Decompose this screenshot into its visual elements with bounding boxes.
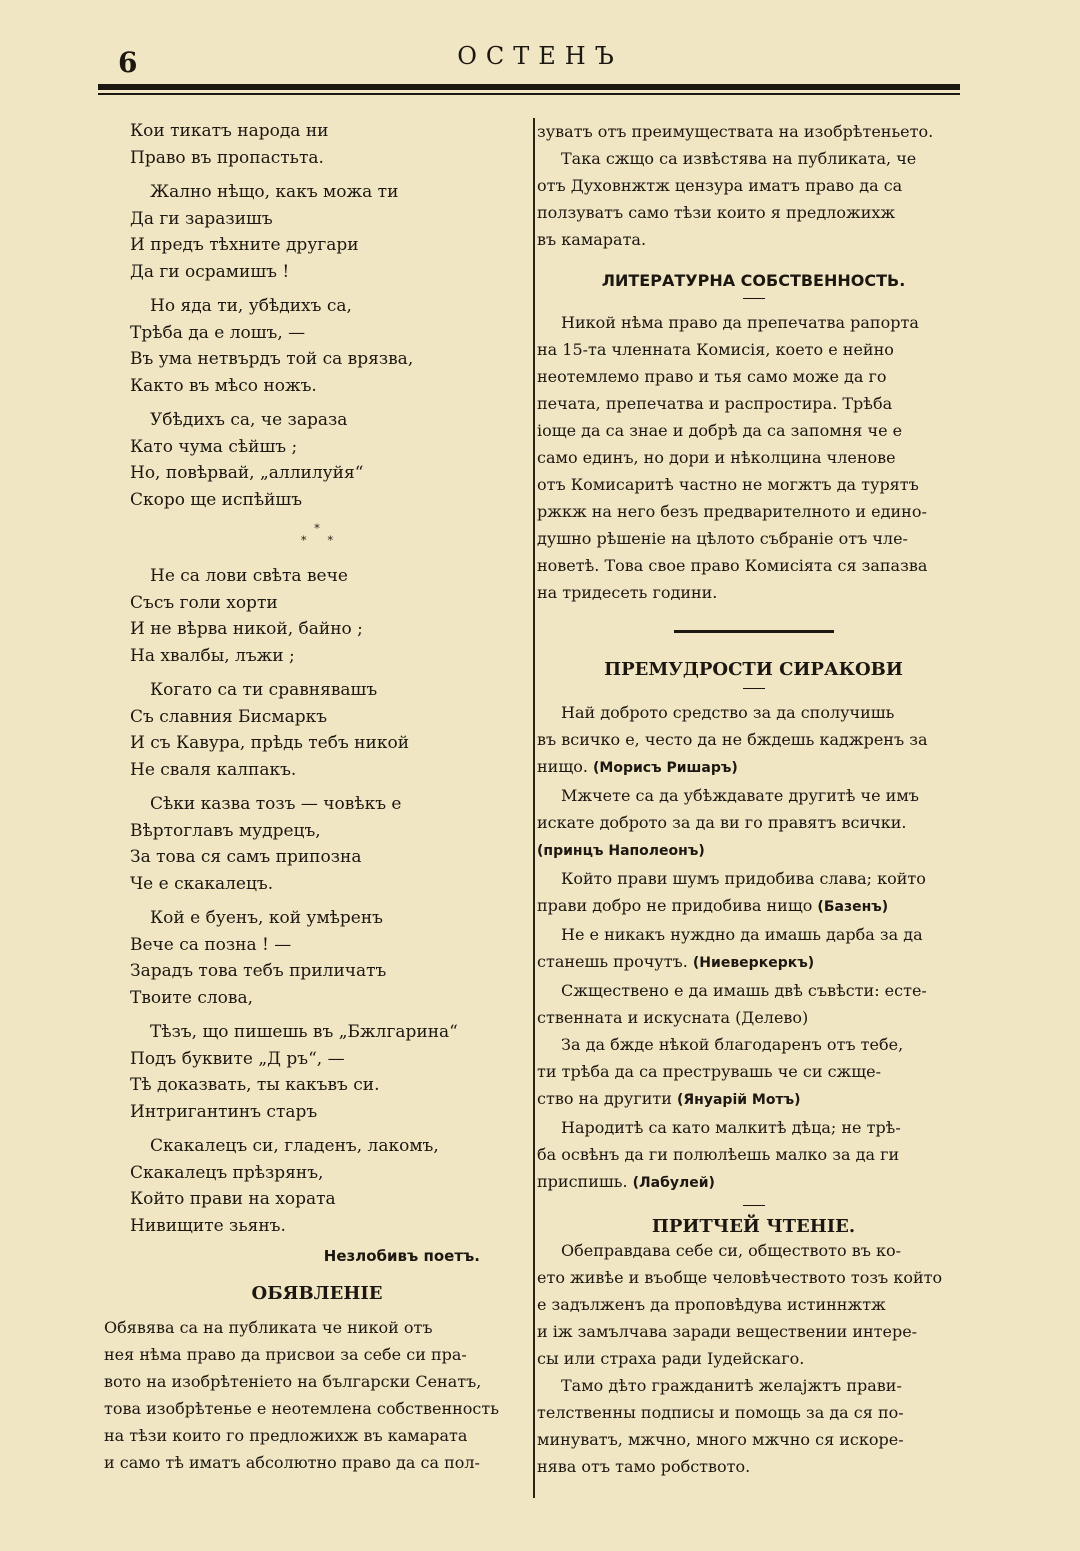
poem-line: Кой е буенъ, кой умѣренъ xyxy=(150,908,384,928)
maxim-author: (Морисъ Ришаръ) xyxy=(593,760,738,776)
literary-line: Никой нѣма право да препечатва рапорта xyxy=(561,313,919,332)
maxim-line: искате доброто за да ви го правятъ всички. xyxy=(537,813,907,832)
poem-line: Съ славния Бисмаркъ xyxy=(130,706,328,727)
masthead-title: ОСТЕНЪ xyxy=(457,42,623,70)
literary-line: само единъ, но дори и нѣколцина членове xyxy=(537,448,896,467)
maxim-line: нищо. xyxy=(537,757,588,776)
maxim-line: ба освѣнъ да ги полюлѣешь малко за да ги xyxy=(537,1145,900,1164)
dash-divider xyxy=(743,1205,765,1206)
column-divider xyxy=(533,118,535,1498)
maxim-line: Най доброто средство за да сполучишь xyxy=(561,703,895,722)
poem-line: Тѣзъ, що пишешь въ „Бжлгарина“ xyxy=(150,1022,458,1042)
poem-line: Не сваля калпакъ. xyxy=(130,759,297,780)
poem-line: Скакалецъ прѣзрянъ, xyxy=(130,1162,324,1183)
header-rule-thin xyxy=(98,93,960,95)
poem-line: Който прави на хората xyxy=(130,1189,336,1209)
poem-line: Когато са ти сравнявашъ xyxy=(150,680,378,700)
literary-line: ржкж на него безъ предварителното и едино- xyxy=(537,502,927,521)
poem-line: Но яда ти, убѣдихъ са, xyxy=(150,296,352,316)
asterism xyxy=(104,523,530,547)
maxim-item xyxy=(537,699,970,782)
announcement-line: вото на изобрѣтенiето на български Сенатъ, xyxy=(104,1372,482,1391)
announcement-line: ползуватъ само тѣзи които я предложихж xyxy=(537,203,896,222)
maxim-line: ство на другити xyxy=(537,1089,672,1108)
poem-signature: Незлобивъ поетъ. xyxy=(323,1247,480,1265)
maxim-item xyxy=(537,782,970,865)
poem-line: Жално нѣщо, какъ можа ти xyxy=(150,182,399,202)
poem-stanza xyxy=(104,905,530,1011)
reading-line: Тамо дѣто гражданитѣ желаjжтъ прави- xyxy=(561,1376,902,1395)
poem-line: Кои тикатъ народа ни xyxy=(130,121,329,141)
literary-line: iоще да са знае и добрѣ да са запомня че е xyxy=(537,421,903,440)
literary-title: ЛИТЕРАТУРНА СОБСТВЕННОСТЬ. xyxy=(601,271,906,290)
page-number: 6 xyxy=(118,46,138,79)
reading-line: минуватъ, мжчно, много мжчно ся искоре- xyxy=(537,1430,904,1449)
reading-title: ПРИТЧЕЙ ЧТЕНIЕ. xyxy=(651,1216,856,1237)
announcement-line: на тѣзи които го предложихж въ камарата xyxy=(104,1426,468,1445)
poem-line: Нивищите зьянъ. xyxy=(130,1215,286,1236)
maxim-line: Не е никакъ нуждно да имашь дарба за да xyxy=(561,925,923,944)
maxim-line: въ всичко е, често да не бждешь каджренъ за xyxy=(537,730,928,749)
maxim-author: (Базенъ) xyxy=(817,899,889,915)
announcement-line: Обявява са на публиката че никой отъ xyxy=(104,1318,433,1337)
dash-divider xyxy=(743,688,765,689)
maxim-author: (Лабулей) xyxy=(632,1175,715,1191)
poem-line: И предъ тѣхните другари xyxy=(130,235,359,255)
poem-line: Но, повѣрвай, „аллилуйя“ xyxy=(130,463,364,483)
poem-line: Скакалецъ си, гладенъ, лакомъ, xyxy=(150,1136,439,1156)
announcement-line: отъ Духовнжтж цензура иматъ право да са xyxy=(537,176,903,195)
maxim-item xyxy=(537,1114,970,1197)
poem-line: Право въ пропастьта. xyxy=(130,147,324,168)
asterism-mark: * xyxy=(327,534,333,547)
poem-line: Убѣдихъ са, че зараза xyxy=(150,410,348,430)
reading-line: Обеправдава себе си, обществото въ ко- xyxy=(561,1241,902,1260)
poem-stanza xyxy=(104,118,530,171)
poem-line: Вѣртоглавъ мудрецъ, xyxy=(130,820,321,841)
poem-line: Зарадъ това тебъ приличатъ xyxy=(130,961,387,981)
maxim-item xyxy=(537,1031,970,1114)
announcement-line: Така сжщо са извѣстява на публиката, че xyxy=(561,149,917,168)
literary-line: душно рѣшенiе на цѣлото събранiе отъ чле- xyxy=(537,529,908,548)
maxim-author: (Ниеверкеркъ) xyxy=(692,955,815,971)
announcement-continuation: зуватъ отъ преимуществата на изобрѣтеньето. xyxy=(537,122,934,141)
announcement-line: нея нѣма право да присвои за себе си пра- xyxy=(104,1345,467,1364)
maxim-item xyxy=(537,921,970,977)
poem-line: Тѣ доказвать, ты какъвъ си. xyxy=(130,1075,380,1095)
maxim-item xyxy=(537,865,970,921)
reading-line: и iж замълчава заради веществении интере- xyxy=(537,1322,918,1341)
poem-stanza xyxy=(104,293,530,399)
announcement-title: ОБЯВЛЕНIЕ xyxy=(251,1283,383,1304)
poem-stanza xyxy=(104,791,530,897)
poem-line: Не са лови свѣта вече xyxy=(150,566,348,586)
poem-stanza xyxy=(104,677,530,783)
poem-line: Трѣба да е лошъ, — xyxy=(130,322,306,343)
poem-line: За това ся самъ припозна xyxy=(130,847,362,867)
literary-line: печата, препечатва и распростира. Трѣба xyxy=(537,394,893,413)
poem-line: И съ Кавура, прѣдь тебъ никой xyxy=(130,733,410,753)
asterism-mark-pair xyxy=(104,535,530,547)
literary-line: неотемлемо право и тья само може да го xyxy=(537,367,887,386)
poem-line: Интригантинъ старъ xyxy=(130,1101,318,1122)
literary-line: на 15-та членната Комисiя, което е нейно xyxy=(537,340,894,359)
left-column xyxy=(104,118,530,1476)
poem-line: Съсъ голи хорти xyxy=(130,592,278,613)
poem-line: Да ги заразишъ xyxy=(130,208,273,229)
maxim-line: Който прави шумъ придобива слава; който xyxy=(561,869,926,888)
poem-stanza xyxy=(104,179,530,285)
maxim-line: ти трѣба да са преструвашь че си сжще- xyxy=(537,1062,881,1081)
maxims-title: ПРЕМУДРОСТИ СИРАКОВИ xyxy=(604,659,903,680)
poem-stanza xyxy=(104,407,530,513)
maxim-line: прави добро не придобива нищо xyxy=(537,896,813,915)
literary-line: на тридесеть години. xyxy=(537,583,718,602)
announcement-line: това изобрѣтенье е неотемлена собственность xyxy=(104,1399,499,1418)
poem-line: Вече са позна ! — xyxy=(130,934,292,955)
poem-line: Както въ мѣсо ножъ. xyxy=(130,375,317,396)
maxim-item xyxy=(537,977,970,1031)
poem-line: Твоите слова, xyxy=(130,987,254,1008)
literary-line: новетѣ. Това свое право Комисiята ся запазва xyxy=(537,556,928,575)
reading-line: ето живѣе и въобще человѣчеството тозъ който xyxy=(537,1268,943,1287)
maxim-author: (принцъ Наполеонъ) xyxy=(537,843,705,859)
literary-line: отъ Комисаритѣ частно не могжтъ да турятъ xyxy=(537,475,919,494)
maxim-line: За да бжде нѣкой благодаренъ отъ тебе, xyxy=(561,1035,904,1054)
announcement-line: въ камарата. xyxy=(537,230,647,249)
poem-line: Въ ума нетвърдъ той са врязва, xyxy=(130,349,414,369)
poem-line: Да ги осрамишъ ! xyxy=(130,261,290,282)
maxim-line: станешь прочутъ. xyxy=(537,952,688,971)
poem-line: И не вѣрва никой, байно ; xyxy=(130,619,363,639)
poem-line: Подъ буквите „Д ръ“, — xyxy=(130,1048,345,1069)
maxim-line: Мжчете са да убѣждавате другитѣ че имъ xyxy=(561,786,919,805)
maxim-line: приспишь. xyxy=(537,1172,628,1191)
maxim-author: (Януарiй Мотъ) xyxy=(677,1092,801,1108)
poem-line: Сѣки казва тозъ — човѣкъ е xyxy=(150,794,402,814)
header-rule xyxy=(98,84,960,90)
reading-line: е задълженъ да проповѣдува истиннжтж xyxy=(537,1295,886,1314)
poem-stanza xyxy=(104,1133,530,1239)
right-column xyxy=(537,118,970,1480)
reading-line: сы или страха ради Iудейскаго. xyxy=(537,1349,805,1368)
maxim-line: Сжществено е да имашь двѣ съвѣсти: есте- xyxy=(561,981,927,1000)
poem-stanza xyxy=(104,563,530,669)
reading-line: нява отъ тамо робството. xyxy=(537,1457,751,1476)
poem-line: Скоро ще испѣйшъ xyxy=(130,489,303,510)
asterism-mark: * xyxy=(301,534,307,547)
announcement-line: и само тѣ иматъ абсолютно право да са пол- xyxy=(104,1453,480,1472)
reading-line: телственны подписы и помощь за да ся по- xyxy=(537,1403,904,1422)
poem-line: Като чума сѣйшъ ; xyxy=(130,436,298,457)
asterism-mark: * xyxy=(314,522,320,535)
section-separator xyxy=(674,630,834,633)
dash-divider xyxy=(743,298,765,299)
poem-line: Че е скакалецъ. xyxy=(130,873,274,894)
maxim-line: ственната и искусната (Делево) xyxy=(537,1008,809,1027)
poem-line: На хвалбы, лъжи ; xyxy=(130,645,295,666)
maxim-line: Народитѣ са като малкитѣ дѣца; не трѣ- xyxy=(561,1118,901,1137)
poem-stanza xyxy=(104,1019,530,1125)
